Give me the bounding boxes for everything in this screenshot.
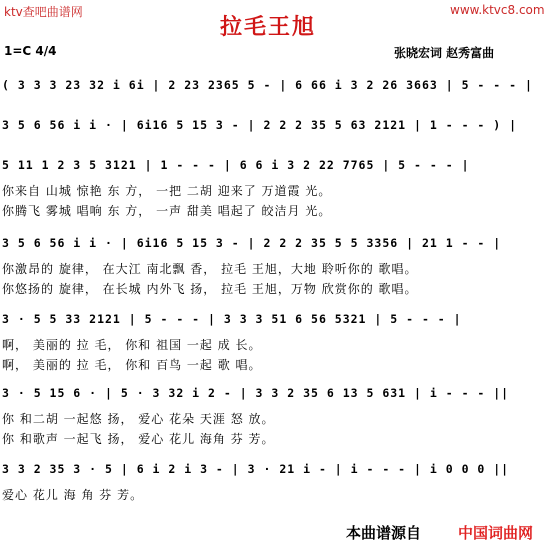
score-row-1: ( 3 3 3 23 32 i 6i | 2 23 2365 5 - | 6 66 i 3 2 26 3663 | 5 - - - | <box>2 78 533 92</box>
lyrics-row-3-verse-1: 你来自 山城 惊艳 东 方， 一把 二胡 迎来了 万道霞 光。 <box>2 184 332 198</box>
lyrics-row-5-verse-1: 啊， 美丽的 拉 毛， 你和 祖国 一起 成 长。 <box>2 338 262 352</box>
key-signature: 1=C 4/4 <box>4 44 57 58</box>
lyrics-row-3-verse-2: 你腾飞 雾城 唱响 东 方， 一声 甜美 唱起了 皎洁月 光。 <box>2 204 332 218</box>
score-row-7: 3 3 2 35 3 · 5 | 6 i 2 i 3 - | 3 · 21 i - | i - - - | i 0 0 0 || <box>2 462 510 476</box>
score-row-5: 3 · 5 5 33 2121 | 5 - - - | 3 3 3 51 6 56 5321 | 5 - - - | <box>2 312 462 326</box>
lyrics-row-7: 爱心 花儿 海 角 芬 芳。 <box>2 488 144 502</box>
watermark-left: ktv查吧曲谱网 <box>4 5 83 19</box>
footer-source-label: 本曲谱源自 <box>346 524 422 542</box>
lyrics-row-4-verse-2: 你悠扬的 旋律， 在长城 内外飞 扬， 拉毛 王旭，万物 欣赏你的 歌唱。 <box>2 282 418 296</box>
song-title: 拉毛王旭 <box>220 15 317 40</box>
watermark-right: www.ktvc8.com <box>450 3 545 17</box>
score-row-6: 3 · 5 15 6 · | 5 · 3 32 i 2 - | 3 3 2 35 6 13 5 631 | i - - - || <box>2 386 510 400</box>
lyrics-row-6-verse-1: 你 和二胡 一起悠 扬， 爱心 花朵 天涯 怒 放。 <box>2 412 275 426</box>
score-row-4: 3 5 6 56 i i · | 6i16 5 15 3 - | 2 2 2 35 5 5 3356 | 21 1 - - | <box>2 236 502 250</box>
score-row-3: 5 11 1 2 3 5 3121 | 1 - - - | 6 6 i 3 2 22 7765 | 5 - - - | <box>2 158 470 172</box>
credits: 张晓宏词 赵秀富曲 <box>394 46 495 60</box>
lyrics-row-5-verse-2: 啊， 美丽的 拉 毛， 你和 百鸟 一起 歌 唱。 <box>2 358 262 372</box>
footer-site-name: 中国词曲网 <box>458 524 534 542</box>
score-row-2: 3 5 6 56 i i · | 6i16 5 15 3 - | 2 2 2 35 5 63 2121 | 1 - - - ) | <box>2 118 518 132</box>
lyrics-row-6-verse-2: 你 和歌声 一起飞 扬， 爱心 花儿 海角 芬 芳。 <box>2 432 275 446</box>
lyrics-row-4-verse-1: 你激昂的 旋律， 在大江 南北飘 香， 拉毛 王旭，大地 聆听你的 歌唱。 <box>2 262 418 276</box>
